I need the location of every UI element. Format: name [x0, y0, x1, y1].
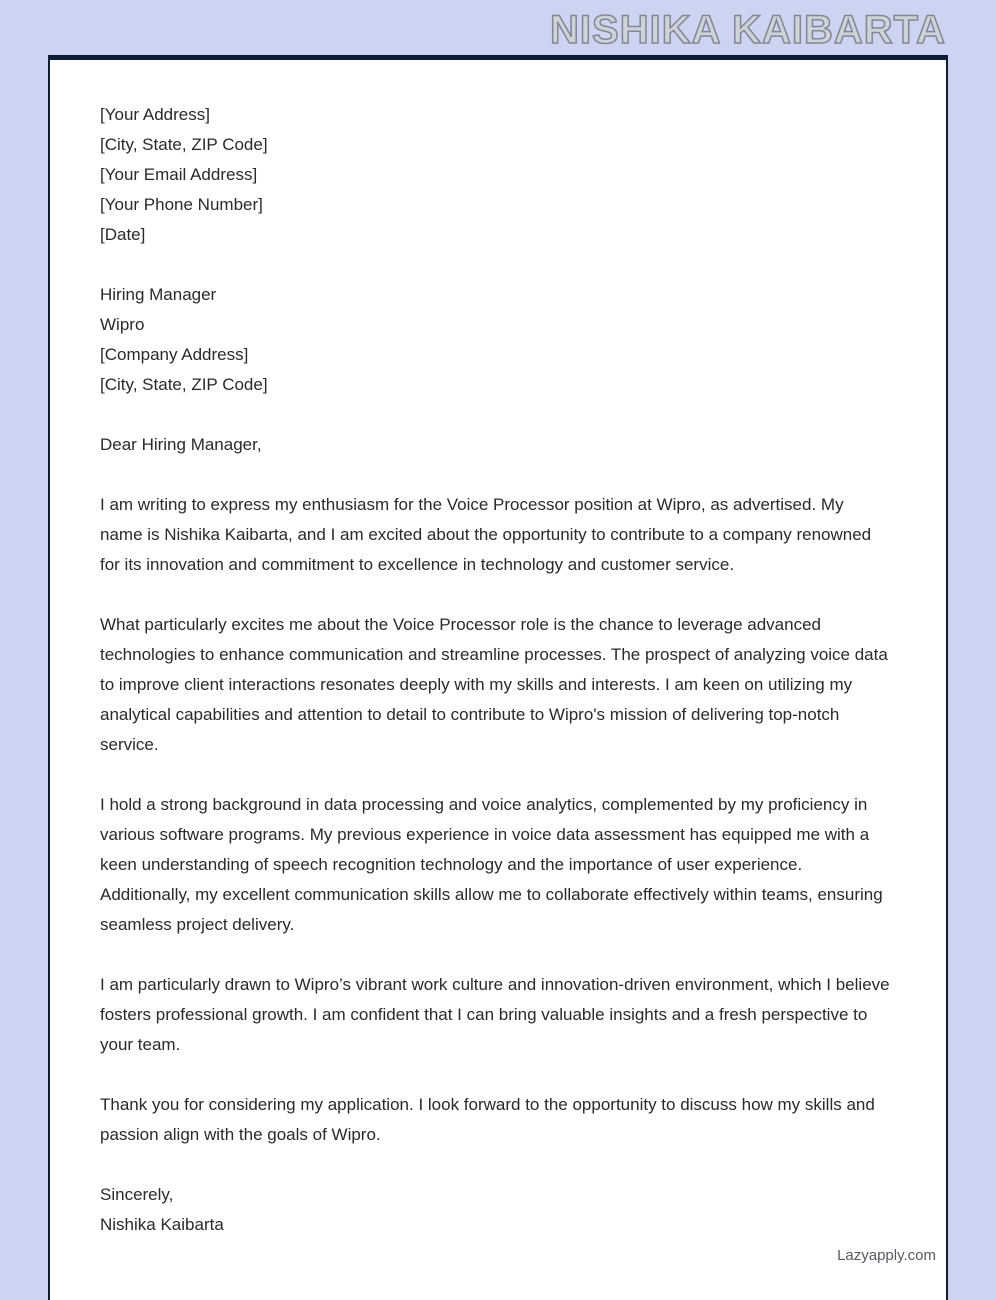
- recipient-city-line: [City, State, ZIP Code]: [100, 375, 268, 394]
- body-paragraph-4: I am particularly drawn to Wipro’s vibrant work culture and innovation-driven environment, which I believe fosters professional growth. I am confident that I can bring valuable insights and a fresh perspective to your team.: [100, 975, 890, 1054]
- closing-block: [100, 1180, 890, 1240]
- sender-address-block: [100, 100, 890, 250]
- signature-name: Nishika Kaibarta: [100, 1215, 224, 1234]
- recipient-title-line: Hiring Manager: [100, 285, 217, 304]
- body-paragraph-3: I hold a strong background in data processing and voice analytics, complemented by my proficiency in various software programs. My previous experience in voice data assessment has equipped me with a keen understanding of speech recognition technology and the importance of user experience. Additionally, my excellent communication skills allow me to collaborate effectively within teams, ensuring seamless project delivery.: [100, 795, 883, 934]
- recipient-company-line: Wipro: [100, 315, 145, 334]
- sender-address-line: [Your Address]: [100, 105, 210, 124]
- lazyapply-watermark: Lazyapply.com: [837, 1247, 936, 1264]
- closing-line: Sincerely,: [100, 1185, 174, 1204]
- sender-phone-line: [Your Phone Number]: [100, 195, 263, 214]
- letter-body: [50, 60, 946, 1240]
- date-line: [Date]: [100, 225, 146, 244]
- body-paragraph-5: Thank you for considering my application. I look forward to the opportunity to discuss how my skills and passion align with the goals of Wipro.: [100, 1095, 875, 1144]
- body-paragraph-2: What particularly excites me about the Voice Processor role is the chance to leverage advanced technologies to enhance communication and streamline processes. The prospect of analyzing voice data to improve client interactions resonates deeply with my skills and interests. I am keen on utilizing my analytical capabilities and attention to detail to contribute to Wipro's mission of delivering top-notch service.: [100, 615, 888, 754]
- recipient-address-block: [100, 280, 890, 400]
- salutation: Dear Hiring Manager,: [100, 435, 262, 454]
- header-candidate-name: NISHIKA KAIBARTA: [550, 8, 946, 52]
- letter-page: [48, 55, 948, 1300]
- recipient-address-line: [Company Address]: [100, 345, 249, 364]
- body-paragraph-1: I am writing to express my enthusiasm for the Voice Processor position at Wipro, as advertised. My name is Nishika Kaibarta, and I am excited about the opportunity to contribute to a company renowned for its innovation and commitment to excellence in technology and customer service.: [100, 495, 872, 574]
- sender-city-line: [City, State, ZIP Code]: [100, 135, 268, 154]
- sender-email-line: [Your Email Address]: [100, 165, 258, 184]
